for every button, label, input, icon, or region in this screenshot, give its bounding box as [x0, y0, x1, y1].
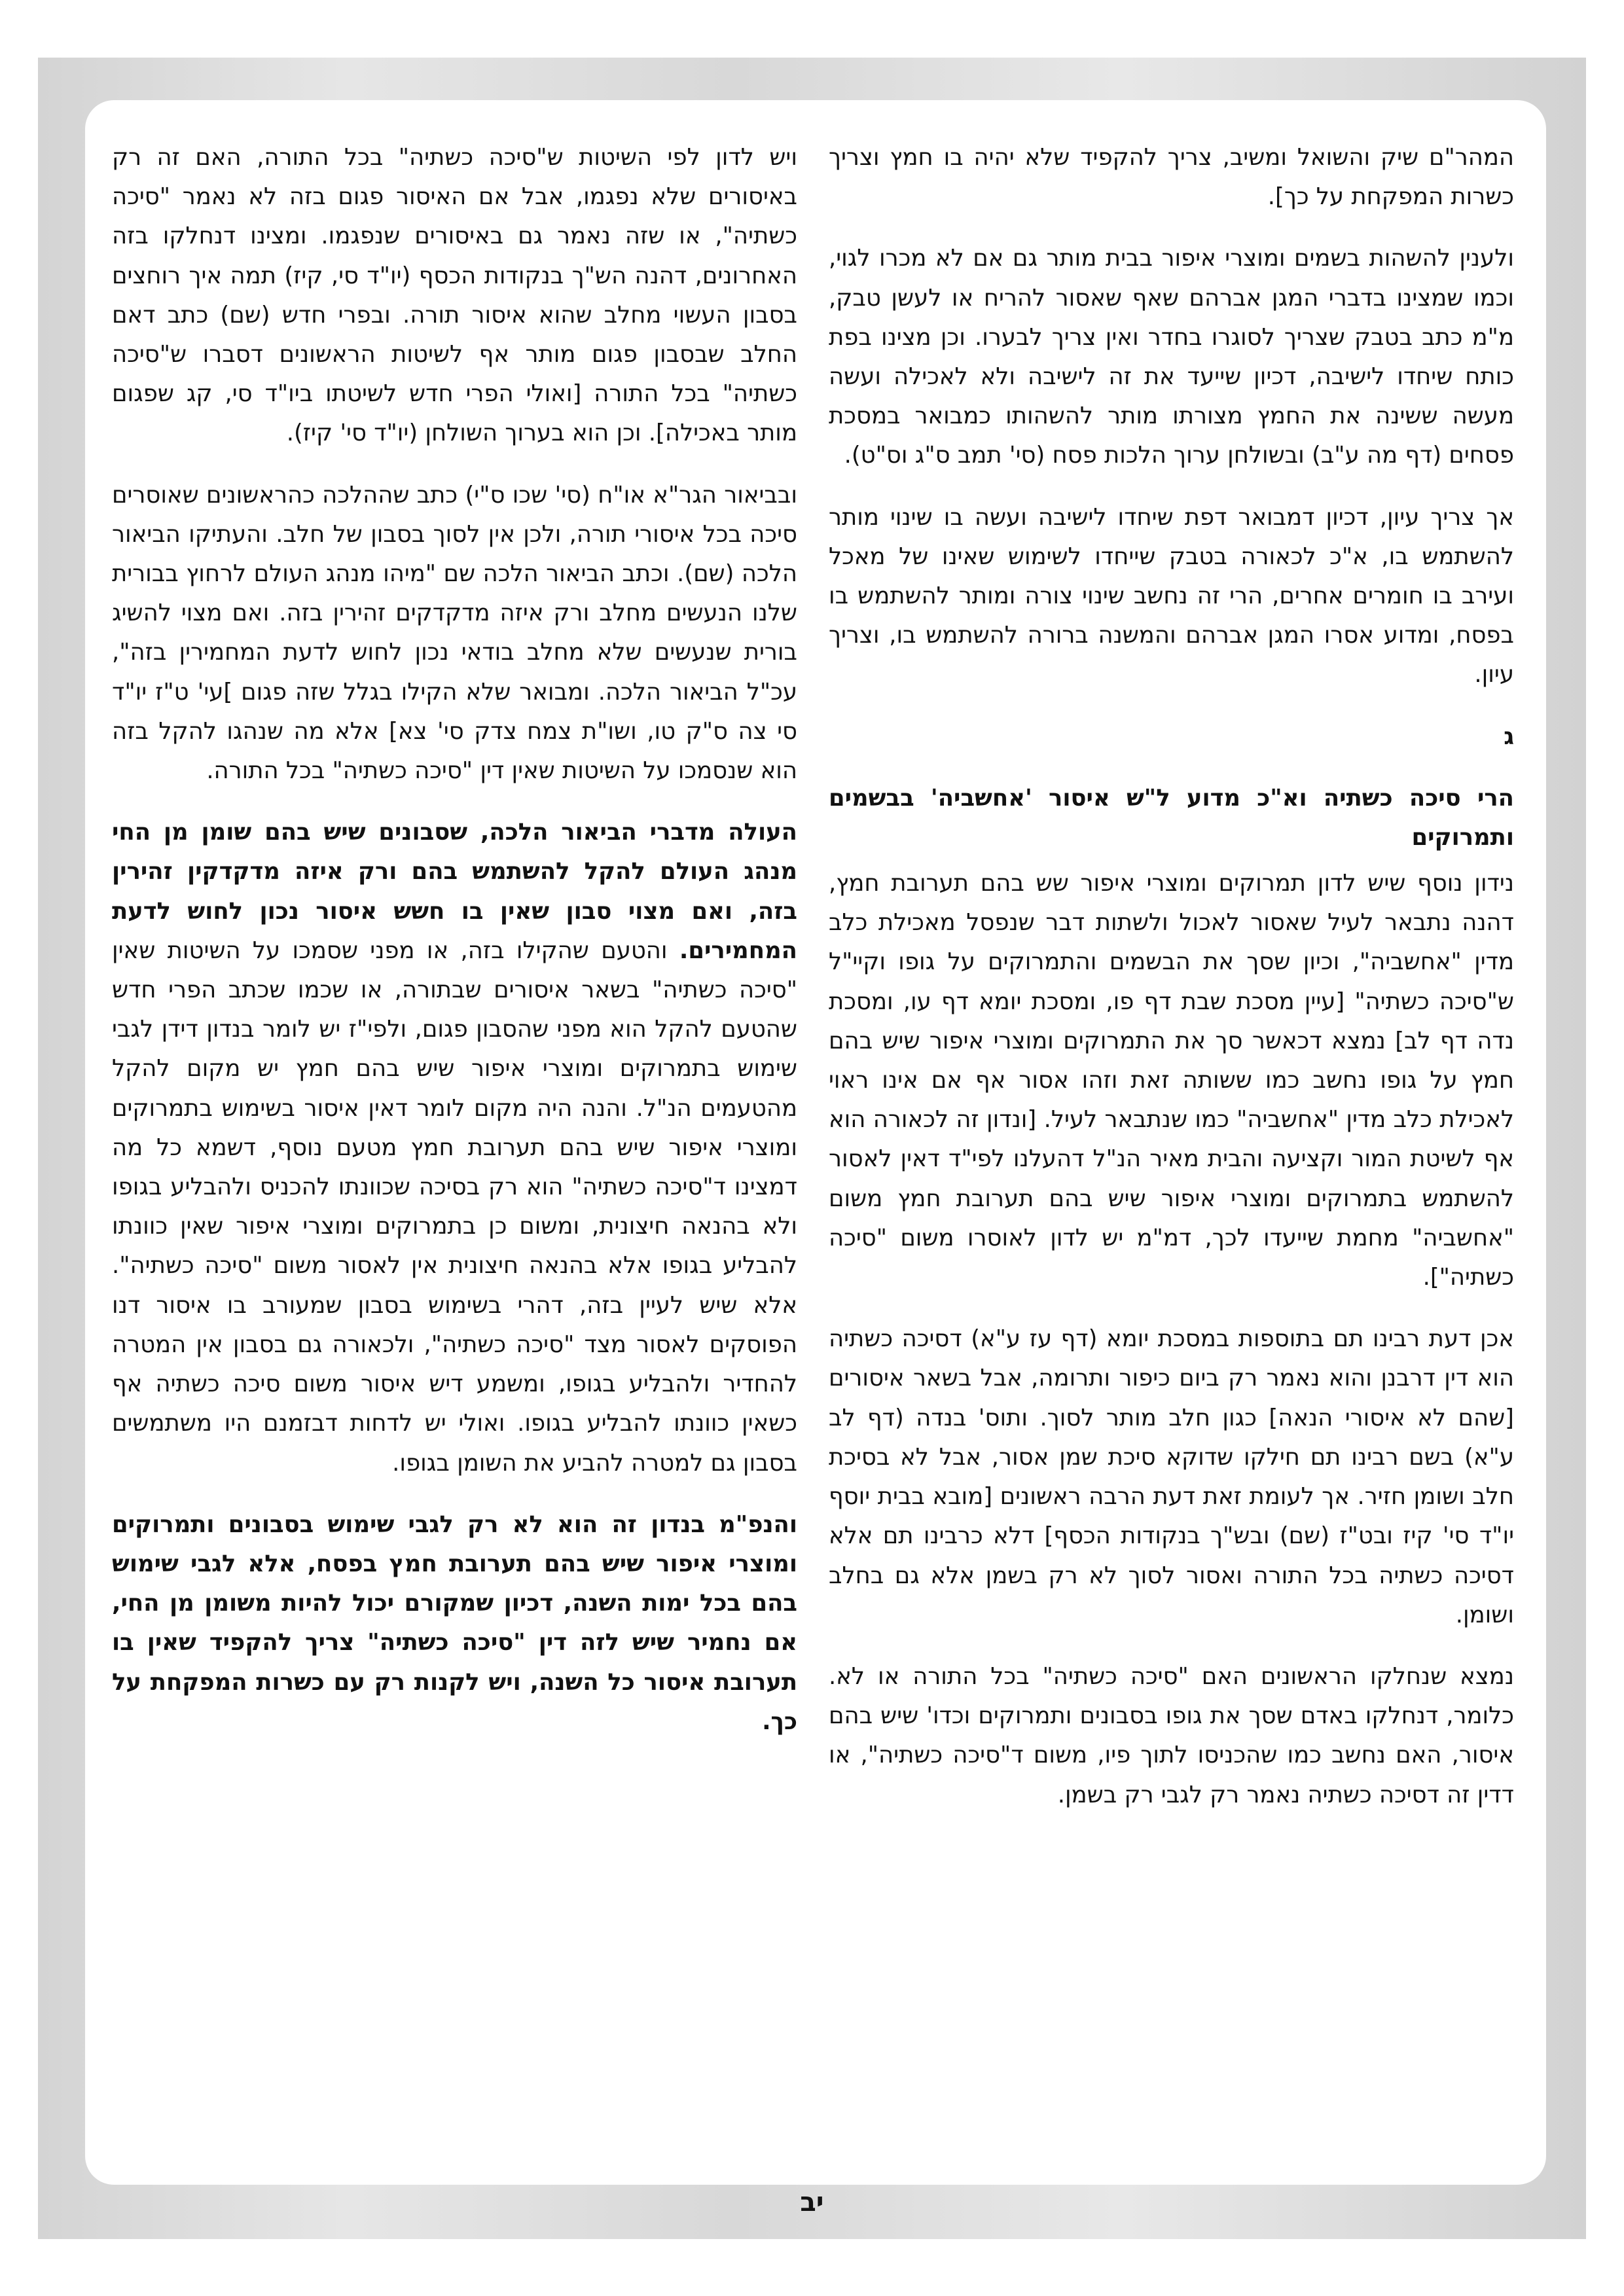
left-column: [112, 138, 797, 1764]
paragraph: ויש לדון לפי השיטות ש"סיכה כשתיה" בכל התורה, האם זה רק באיסורים שלא נפגמו, אבל אם האיסור פגום בזה לא נאמר "סיכה כשתיה", או שזה נאמר גם באיסורים שנפגמו. ומצינו דנחלקו בזה האחרונים, דהנה הש"ך בנקודות הכסף (יו"ד סי, קיז) תמה איך רוחצים בסבון העשוי מחלב שהוא איסור תורה. ובפרי חדש (שם) כתב דאם החלב שבסבון פגום מותר אף לשיטות הראשונים דסברו ש"סיכה כשתיה" בכל התורה [ואולי הפרי חדש לשיטתו ביו"ד סי, קג שפגום מותר באכילה]. וכן הוא בערוך השולחן (יו"ד סי' קיז).: [112, 144, 797, 447]
paragraph: נמצא שנחלקו הראשונים האם "סיכה כשתיה" בכל התורה או לא. כלומר, דנחלקו באדם שסך את גופו בסבונים ותמרוקים וכדו' שיש בהם איסור, האם נחשב כמו שהכניסו לתוך פיו, משום ד"סיכה כשתיה", או דדין זה דסיכה כשתיה נאמר רק לגבי רק בשמן.: [829, 1662, 1514, 1808]
section-title: הרי סיכה כשתיה וא"כ מדוע ל"ש איסור 'אחשביה' בבשמים ותמרוקים: [829, 784, 1514, 851]
paragraph: ולענין להשהות בשמים ומוצרי איפור בבית מותר גם אם לא מכרו לגוי, וכמו שמצינו בדברי המגן אברהם שאף שאסור להריח או לעשן טבק, מ"מ כתב בטבק שצריך לסוגרו בחדר ואין צריך לבערו. וכן מצינו בפת כותח שיחדו לישיבה, דכיון שייעד את זה לישיבה ולא לאכילה ועשה מעשה ששינה את החמץ מצורתו מותר להשהותו כמבואר במסכת פסחים (דף מה ע"ב) ובשולחן ערוך הלכות פסח (סי' תמב ס"ג וס"ט).: [829, 245, 1514, 469]
paragraph: המהר"ם שיק והשואל ומשיב, צריך להקפיד שלא יהיה בו חמץ וצריך כשרות המפקחת על כך].: [829, 144, 1514, 211]
paragraph: אכן דעת רבינו תם בתוספות במסכת יומא (דף עז ע"א) דסיכה כשתיה הוא דין דרבנן והוא נאמר רק ביום כיפור ותרומה, אבל בשאר איסורים [שהם לא איסורי הנאה] כגון חלב מותר לסוך. ותוס' בנדה (דף לב ע"א) בשם רבינו תם חילקו שדוקא סיכת שמן אסור, אבל לא בסיכת חלב ושומן חזיר. אך לעומת זאת דעת הרבה ראשונים [מובא בבית יוסף יו"ד סי' קיז ובט"ז (שם) ובש"ך בנקודות הכסף] דלא כרבינו תם אלא דסיכה כשתיה בכל התורה ואסור לסוך לא רק בשמן אלא גם בחלב ושומן.: [829, 1325, 1514, 1628]
paragraph: אך צריך עיון, דכיון דמבואר דפת שיחדו לישיבה ועשה בו שינוי מותר להשתמש בו, א"כ לכאורה בטבק שייחדו לשימוש שאינו של מאכל ועירב בו חומרים אחרים, הרי זה נחשב שינוי צורה ומותר להשתמש בו בפסח, ומדוע אסרו המגן אברהם והמשנה ברורה להשתמש בו, וצריך עיון.: [829, 503, 1514, 689]
bold-summary: העולה מדברי הביאור הלכה, שסבונים שיש בהם שומן מן החי מנהג העולם להקל להשתמש בהם ורק איזה מדקדקין זהירין בזה, ואם מצוי סבון שאין בו חשש איסור נכון לחוש לדעת המחמירים.: [112, 819, 797, 964]
page-card: [85, 100, 1546, 2185]
bold-conclusion: והנפ"מ בנדון זה הוא לא רק לגבי שימוש בסבונים ותמרוקים ומוצרי איפור שיש בהם תערובת חמץ בפסח, אלא לגבי שימוש בהם בכל ימות השנה, דכיון שמקורם יכול להיות משומן מן החי, אם נחמיר שיש לזה דין "סיכה כשתיה" צריך להקפיד שאין בו תערובת איסור כל השנה, ויש לקנות רק עם כשרות המפקחת על כך.: [112, 1511, 797, 1735]
page-number: יב: [800, 2187, 824, 2217]
paragraph-text: והטעם שהקילו בזה, או מפני שסמכו על השיטות שאין "סיכה כשתיה" בשאר איסורים שבתורה, או שכמו שכתב הפרי חדש שהטעם להקל הוא מפני שהסבון פגום, ולפי"ז יש לומר בנדון דידן לגבי שימוש בתמרוקים ומוצרי איפור שיש בהם חמץ יש מקום להקל מהטעמים הנ"ל. והנה היה מקום לומר דאין איסור בשימוש בתמרוקים ומוצרי איפור שיש בהם תערובת חמץ מטעם נוסף, דשמא כל מה דמצינו ד"סיכה כשתיה" הוא רק בסיכה שכוונתו להכניס ולהבליע בגופו ולא בהנאה חיצונית, ומשום כן בתמרוקים ומוצרי איפור שאין כוונתו להבליע בגופו אלא בהנאה חיצונית אין לאסור משום "סיכה כשתיה". אלא שיש לעיין בזה, דהרי בשימוש בסבון שמעורב בו איסור דנו הפוסקים לאסור מצד "סיכה כשתיה", ולכאורה גם בסבון אין המטרה להחדיר ולהבליע בגופו, ומשמע דיש איסור משום סיכה כשתיה אף כשאין כוונתו להבליע בגופו. ואולי יש לדחות דבזמנם היו משתמשים בסבון גם למטרה להביע את השומן בגופו.: [112, 937, 797, 1477]
paragraph: ובביאור הגר"א או"ח (סי' שכו ס"י) כתב שההלכה כהראשונים שאוסרים סיכה בכל איסורי תורה, ולכן אין לסוך בסבון של חלב. והעתיקו הביאור הלכה (שם). וכתב הביאור הלכה שם "מיהו מנהג העולם לרחוץ בבורית שלנו הנעשים מחלב ורק איזה מדקדקים זהירין בזה. ואם מצוי להשיג בורית שנעשים שלא מחלב בודאי נכון לחוש לדעת המחמירין בזה", עכ"ל הביאור הלכה. ומבואר שלא הקילו בגלל שזה פגום ]עי' ט"ז יו"ד סי צה ס"ק טו, ושו"ת צמח צדק סי' צא] אלא מה שנהגו להקל בזה הוא שנסמכו על השיטות שאין דין "סיכה כשתיה" בכל התורה.: [112, 481, 797, 785]
paragraph: [112, 813, 797, 1482]
section-letter: ג: [1504, 723, 1514, 750]
right-column: [829, 138, 1514, 1837]
paragraph: נידון נוסף שיש לדון תמרוקים ומוצרי איפור שש בהם תערובת חמץ, דהנה נתבאר לעיל שאסור לאכול ולשתות דבר שנפסל מאכילת כלב מדין "אחשביה", וכיון שסך את הבשמים והתמרוקים על גופו וקיי"ל ש"סיכה כשתיה" [עיין מסכת שבת דף פו, ומסכת יומא דף עו, ומסכת נדה דף לב] נמצא דכאשר סך את התמרוקים ומוצרי איפור שיש בהם חמץ על גופו נחשב כמו ששותה זאת וזהו אסור אף אם אינו ראוי לאכילת כלב מדין "אחשביה" כמו שנתבאר לעיל. [ונדון זה לכאורה הוא אף לשיטת המור וקציעה והבית מאיר הנ"ל דהעלנו לפי"ד דאין לאסור להשתמש בתמרוקים ומוצרי איפור שיש בהם תערובת חמץ משום "אחשביה" מחמת שייעדו לכך, דמ"מ יש לדון לאוסרו משום "סיכה כשתיה"].: [829, 870, 1514, 1291]
